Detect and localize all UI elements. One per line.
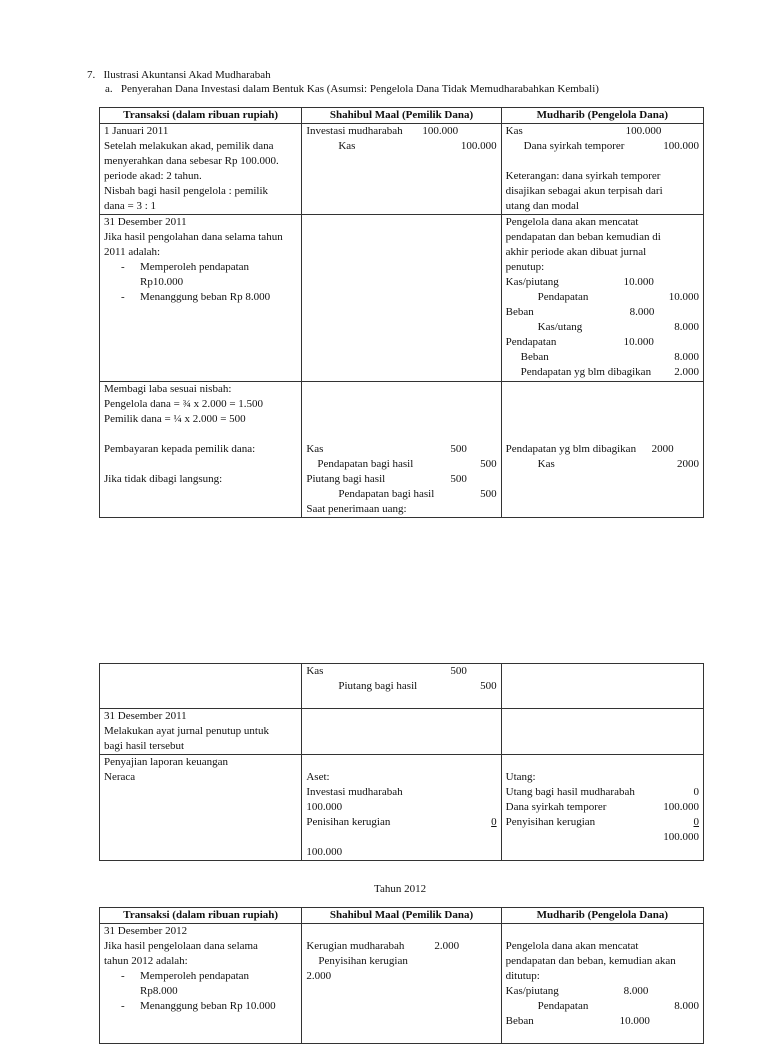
list-item: - Memperoleh pendapatan Rp10.000 — [104, 260, 297, 290]
table-row — [100, 124, 704, 215]
owner-journal-cell — [302, 215, 501, 382]
transaction-cell: Penyajian laporan keuangan Neraca — [100, 755, 302, 861]
list-item: - Menanggung beban Rp 8.000 — [104, 290, 297, 305]
balance-sheet-assets-cell: Aset: Investasi mudharabah 100.000 Penisihan kerugian 0 100.000 — [302, 755, 501, 861]
list-item: - Memperoleh pendapatan Rp8.000 — [104, 969, 297, 999]
manager-journal-cell: Pendapatan yg blm dibagikan 2000 Kas 2000 — [501, 382, 703, 518]
header-transaksi: Transaksi (dalam ribuan rupiah) — [100, 908, 302, 924]
header-shahibul-maal: Shahibul Maal (Pemilik Dana) — [302, 908, 501, 924]
header-mudharib: Mudharib (Pengelola Dana) — [501, 908, 703, 924]
manager-journal-cell — [501, 664, 703, 709]
manager-journal-cell: Kas 100.000 Dana syirkah temporer 100.000 Keterangan: dana syirkah temporer disajikan sebagai akun terpisah dari utang dan modal — [501, 124, 703, 215]
owner-journal-cell: Kas 500 Pendapatan bagi hasil 500 Piutang bagi hasil 500 Pendapatan bagi hasil 500 Saat penerimaan uang: — [302, 382, 501, 518]
header-transaksi: Transaksi (dalam ribuan rupiah) — [100, 108, 302, 124]
journal-table-2011-continued — [99, 663, 704, 861]
owner-journal-cell: Kas 500 Piutang bagi hasil 500 — [302, 664, 501, 709]
manager-journal-cell: Pengelola dana akan mencatat pendapatan dan beban kemudian di akhir periode akan dibuat jurnal penutup: Kas/piutang 10.000 Pendapatan 10.000 Beban 8.000 Kas/utang 8.000 Pendapatan 10.000 Beban 8.000 Pendapatan yg blm dibagikan 2.000 — [501, 215, 703, 382]
table-row — [100, 382, 704, 518]
table-header-row — [100, 108, 704, 124]
owner-journal-cell: Investasi mudharabah 100.000 Kas 100.000 — [302, 124, 501, 215]
bullet-list — [104, 969, 297, 1014]
manager-journal-cell — [501, 709, 703, 755]
transaction-cell: 31 Desember 2011 Melakukan ayat jurnal penutup untuk bagi hasil tersebut — [100, 709, 302, 755]
list-item: - Menanggung beban Rp 10.000 — [104, 999, 297, 1014]
transaction-cell: 31 Desember 2011 Jika hasil pengolahan dana selama tahun 2011 adalah: - Memperoleh pendapatan Rp10.000 - Menanggung beban Rp 8.000 — [100, 215, 302, 382]
header-shahibul-maal: Shahibul Maal (Pemilik Dana) — [302, 108, 501, 124]
owner-journal-cell — [302, 709, 501, 755]
owner-journal-cell: Kerugian mudharabah 2.000 Penyisihan kerugian 2.000 — [302, 924, 501, 1044]
table-row — [100, 709, 704, 755]
section-title: 7. Ilustrasi Akuntansi Akad Mudharabah — [87, 69, 271, 81]
balance-sheet-liabilities-cell: Utang: Utang bagi hasil mudharabah 0 Dana syirkah temporer 100.000 Penyisihan kerugian 0 100.000 — [501, 755, 703, 861]
transaction-cell: 31 Desember 2012 Jika hasil pengelolaan dana selama tahun 2012 adalah: - Memperoleh pendapatan Rp8.000 - Menanggung beban Rp 10.000 — [100, 924, 302, 1044]
table-row — [100, 755, 704, 861]
table-header-row — [100, 908, 704, 924]
header-mudharib: Mudharib (Pengelola Dana) — [501, 108, 703, 124]
bullet-list — [104, 260, 297, 305]
journal-table-2011 — [99, 107, 704, 518]
section-subtitle: a. Penyerahan Dana Investasi dalam Bentuk Kas (Asumsi: Pengelola Dana Tidak Memudharabahkan Kembali) — [105, 83, 599, 95]
table-row — [100, 924, 704, 1044]
manager-journal-cell: Pengelola dana akan mencatat pendapatan dan beban, kemudian akan ditutup: Kas/piutang 8.000 Pendapatan 8.000 Beban 10.000 — [501, 924, 703, 1044]
table-row — [100, 215, 704, 382]
journal-table-2012 — [99, 907, 704, 1044]
transaction-cell — [100, 664, 302, 709]
transaction-cell: Membagi laba sesuai nisbah: Pengelola dana = ¾ x 2.000 = 1.500 Pemilik dana = ¼ x 2.000 = 500 Pembayaran kepada pemilik dana: Jika tidak dibagi langsung: — [100, 382, 302, 518]
year-label: Tahun 2012 — [374, 883, 427, 895]
transaction-cell: 1 Januari 2011 Setelah melakukan akad, pemilik dana menyerahkan dana sebesar Rp 100.000. periode akad: 2 tahun. Nisbah bagi hasil pengelola : pemilik dana = 3 : 1 — [100, 124, 302, 215]
table-row — [100, 664, 704, 709]
